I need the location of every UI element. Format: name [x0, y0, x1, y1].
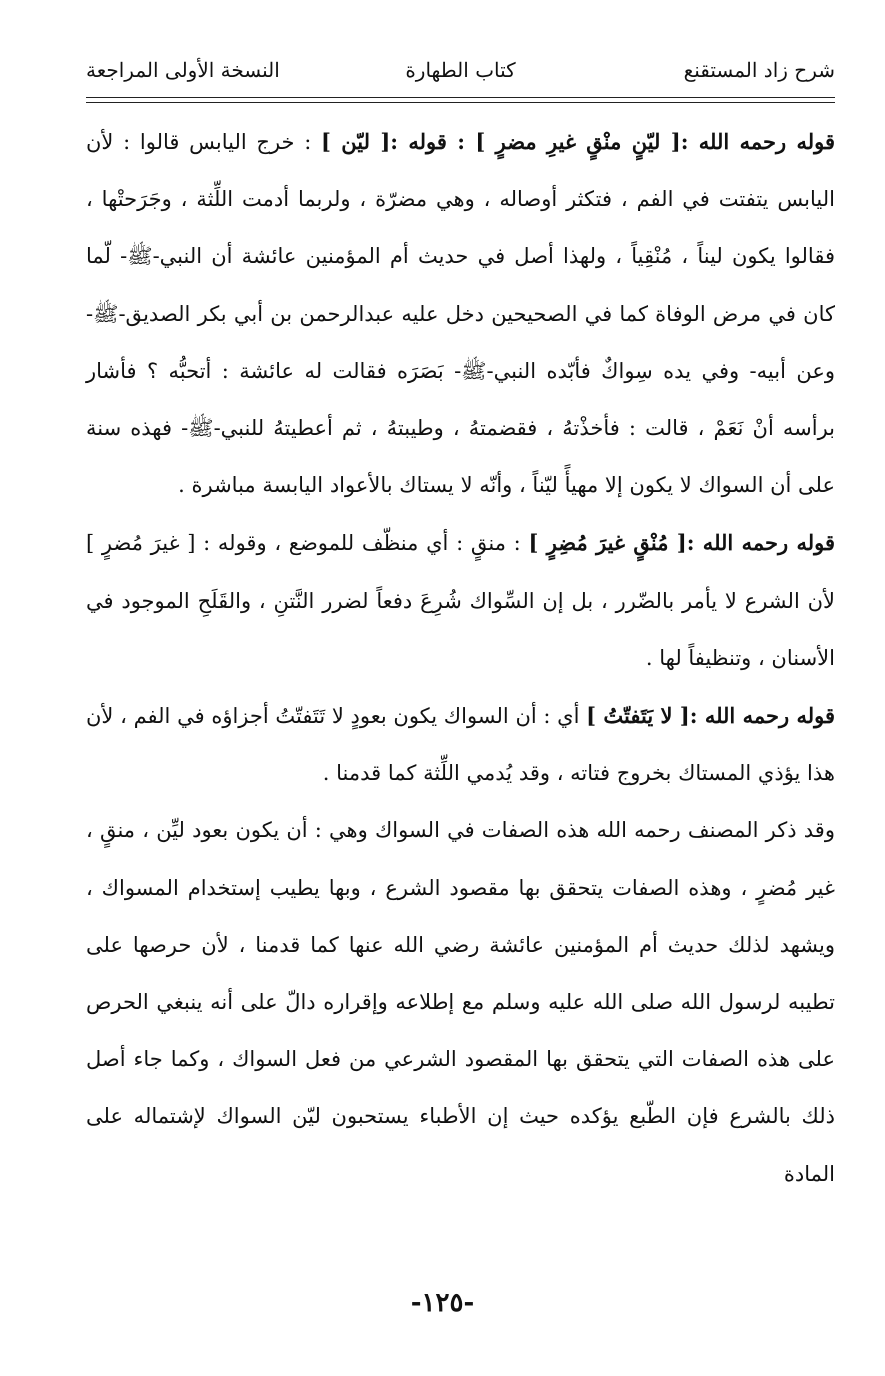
quoted-heading: قوله رحمه الله :[ ليّنٍ منْقٍ غيرِ مضرٍ ] : قوله :[ ليّن ]	[321, 129, 835, 154]
edition-label: النسخة الأولى المراجعة	[86, 58, 280, 82]
page-number: -١٢٥-	[410, 1288, 475, 1318]
quoted-heading: قوله رحمه الله :[ لا يَتَفتّتُ ]	[586, 703, 835, 729]
paragraph	[86, 687, 835, 802]
header-divider-top	[86, 97, 835, 98]
paragraph-text: : منقٍ : أي منظّف للموضع ، وقوله : [ غيرَ مُضرٍ ] لأن الشرع لا يأمر بالضّرر ، بل إن السِّواك شُرِعَ دفعاً لضرر النَّتنِ ، والقَلَحِ الموجود في الأسنان ، وتنظيفاً لها .	[86, 531, 835, 670]
book-title: شرح زاد المستقنع	[683, 58, 835, 82]
paragraph-text: وقد ذكر المصنف رحمه الله هذه الصفات في السواك وهي : أن يكون بعود ليِّن ، منقٍ ، غير مُضرٍ ، وهذه الصفات يتحقق بها مقصود الشرع ، وبها يطيب إستخدام المسواك ، ويشهد لذلك حديث أم المؤمنين عائشة رضي الله عنها كما قدمنا ، لأن حرصها على تطيبه لرسول الله صلى الله عليه وسلم مع إطلاعه وإقراره دالّ على أنه ينبغي الحرص على هذه الصفات التي يتحقق بها المقصود الشرعي من فعل السواك ، وكما جاء أصل ذلك بالشرع فإن الطّبع يؤكده حيث إن الأطباء يستحبون ليّن السواك لإشتماله على المادة	[86, 818, 835, 1186]
header-divider-bottom	[86, 102, 835, 103]
page-header	[86, 52, 835, 102]
paragraph	[86, 514, 835, 687]
body-text	[86, 113, 835, 1203]
paragraph	[86, 802, 835, 1202]
paragraph-text: أي : أن السواك يكون بعودٍ لا تَتَفتّتُ أجزاؤه في الفم ، لأن هذا يؤذي المستاك بخروج فتاته ، وقد يُدمي اللِّثة كما قدمنا .	[86, 704, 835, 786]
quoted-heading: قوله رحمه الله :[ مُنْقٍ غيرَ مُضِرٍ ]	[528, 530, 835, 556]
paragraph-text: : خرج اليابس قالوا : لأن اليابس يتفتت في الفم ، فتكثر أوصاله ، وهي مضرّة ، ولربما أدمت اللِّثة ، وجَرَحتْها ، فقالوا يكون ليناً ، مُنْقِياً ، ولهذا أصل في حديث أم المؤمنين عائشة أن النبي-ﷺ- لّما كان في مرض الوفاة كما في الصحيحين دخل عليه عبدالرحمن بن أبي بكر الصديق-ﷺ- وعن أبيه- وفي يده سِواكٌ فأبّده النبي-ﷺ- بَصَرَه فقالت له عائشة : أتحبُّه ؟ فأشار برأسه أنْ نَعَمْ ، قالت : فأخذْتهُ ، فقضمتهُ ، وطيبتهُ ، ثم أعطيتهُ للنبي-ﷺ- فهذه سنة على أن السواك لا يكون إلا مهيأً ليّناً ، وأنّه لا يستاك بالأعواد اليابسة مباشرة .	[86, 130, 835, 498]
paragraph	[86, 113, 835, 514]
chapter-title: كتاب الطهارة	[405, 58, 516, 82]
